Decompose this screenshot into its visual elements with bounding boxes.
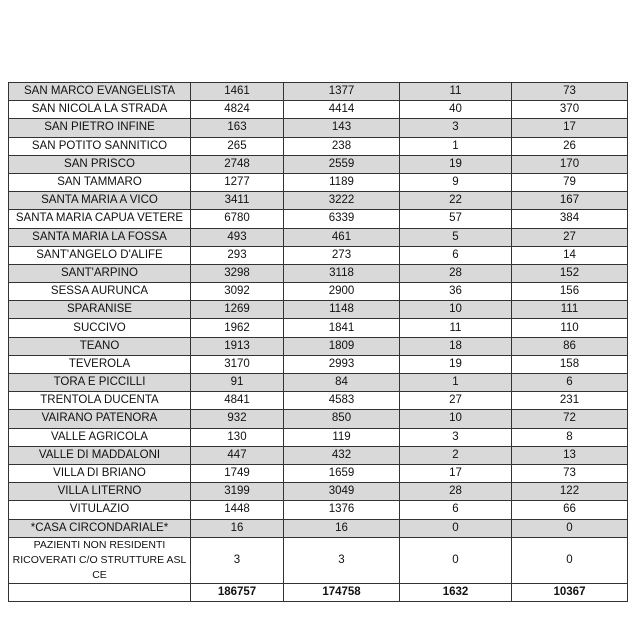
- table-row: [9, 519, 628, 537]
- value-cell-2: 3222: [284, 192, 400, 210]
- value-cell-1: 1269: [191, 301, 284, 319]
- value-cell-3: 11: [400, 319, 512, 337]
- municipality-cell: VILLA DI BRIANO: [9, 464, 191, 482]
- value-cell-3: 2: [400, 446, 512, 464]
- value-cell-3: 1: [400, 374, 512, 392]
- value-cell-3: 57: [400, 210, 512, 228]
- municipality-cell: SAN PRISCO: [9, 155, 191, 173]
- value-cell-2: 3118: [284, 264, 400, 282]
- table-row: [9, 228, 628, 246]
- value-cell-2: 84: [284, 374, 400, 392]
- value-cell-4: 13: [512, 446, 628, 464]
- value-cell-4: 170: [512, 155, 628, 173]
- municipality-cell: SUCCIVO: [9, 319, 191, 337]
- value-cell-2: 461: [284, 228, 400, 246]
- table-row: [9, 119, 628, 137]
- value-cell-3: 11: [400, 83, 512, 101]
- value-cell-3: 1: [400, 137, 512, 155]
- value-cell-4: 27: [512, 228, 628, 246]
- value-cell-3: 3: [400, 428, 512, 446]
- value-cell-1: 1913: [191, 337, 284, 355]
- value-cell-4: 14: [512, 246, 628, 264]
- municipality-cell: SANT'ANGELO D'ALIFE: [9, 246, 191, 264]
- value-cell-2: 2559: [284, 155, 400, 173]
- value-cell-4: 152: [512, 264, 628, 282]
- table-row: [9, 319, 628, 337]
- value-cell-1: 4824: [191, 101, 284, 119]
- value-cell-1: 3170: [191, 355, 284, 373]
- municipality-cell: VALLE AGRICOLA: [9, 428, 191, 446]
- value-cell-4: 66: [512, 501, 628, 519]
- municipality-cell: SPARANISE: [9, 301, 191, 319]
- table-row: [9, 173, 628, 191]
- table-row: [9, 428, 628, 446]
- municipality-cell: SESSA AURUNCA: [9, 283, 191, 301]
- value-cell-3: 3: [400, 119, 512, 137]
- table-row: [9, 392, 628, 410]
- municipality-cell: VAIRANO PATENORA: [9, 410, 191, 428]
- value-cell-4: 384: [512, 210, 628, 228]
- value-cell-1: 3411: [191, 192, 284, 210]
- value-cell-4: 17: [512, 119, 628, 137]
- value-cell-3: 28: [400, 483, 512, 501]
- value-cell-2: 16: [284, 519, 400, 537]
- table-row: [9, 537, 628, 583]
- value-cell-1: 1461: [191, 83, 284, 101]
- value-cell-3: 40: [400, 101, 512, 119]
- municipality-cell: SAN MARCO EVANGELISTA: [9, 83, 191, 101]
- table-row: [9, 246, 628, 264]
- municipality-cell: VILLA LITERNO: [9, 483, 191, 501]
- value-cell-4: 158: [512, 355, 628, 373]
- table-row: [9, 483, 628, 501]
- value-cell-2: 3049: [284, 483, 400, 501]
- municipality-cell: VITULAZIO: [9, 501, 191, 519]
- table-row: [9, 337, 628, 355]
- value-cell-2: 1376: [284, 501, 400, 519]
- value-cell-1: 3199: [191, 483, 284, 501]
- table-row: [9, 374, 628, 392]
- value-cell-3: 36: [400, 283, 512, 301]
- value-cell-2: 238: [284, 137, 400, 155]
- municipality-cell: SANTA MARIA A VICO: [9, 192, 191, 210]
- value-cell-2: 273: [284, 246, 400, 264]
- value-cell-1: 1448: [191, 501, 284, 519]
- value-cell-3: 9: [400, 173, 512, 191]
- municipality-cell: SAN PIETRO INFINE: [9, 119, 191, 137]
- value-cell-4: 26: [512, 137, 628, 155]
- municipality-cell: TEANO: [9, 337, 191, 355]
- table-row: [9, 446, 628, 464]
- value-cell-2: 432: [284, 446, 400, 464]
- total-value-cell-3: 1632: [400, 583, 512, 601]
- data-table: [8, 82, 628, 602]
- value-cell-2: 1659: [284, 464, 400, 482]
- value-cell-1: 163: [191, 119, 284, 137]
- value-cell-4: 73: [512, 83, 628, 101]
- table-row: [9, 501, 628, 519]
- value-cell-3: 17: [400, 464, 512, 482]
- value-cell-4: 122: [512, 483, 628, 501]
- total-label-cell: [9, 583, 191, 601]
- value-cell-1: 3: [191, 537, 284, 583]
- value-cell-3: 22: [400, 192, 512, 210]
- municipality-cell: VALLE DI MADDALONI: [9, 446, 191, 464]
- value-cell-1: 1277: [191, 173, 284, 191]
- total-value-cell-1: 186757: [191, 583, 284, 601]
- municipality-cell: SANTA MARIA CAPUA VETERE: [9, 210, 191, 228]
- value-cell-3: 10: [400, 410, 512, 428]
- value-cell-4: 86: [512, 337, 628, 355]
- table-row: [9, 83, 628, 101]
- value-cell-1: 6780: [191, 210, 284, 228]
- value-cell-2: 4414: [284, 101, 400, 119]
- value-cell-2: 2900: [284, 283, 400, 301]
- value-cell-3: 28: [400, 264, 512, 282]
- value-cell-2: 850: [284, 410, 400, 428]
- municipality-cell: SAN NICOLA LA STRADA: [9, 101, 191, 119]
- total-value-cell-4: 10367: [512, 583, 628, 601]
- value-cell-2: 1809: [284, 337, 400, 355]
- value-cell-4: 72: [512, 410, 628, 428]
- value-cell-1: 4841: [191, 392, 284, 410]
- value-cell-3: 19: [400, 155, 512, 173]
- value-cell-4: 0: [512, 537, 628, 583]
- value-cell-4: 167: [512, 192, 628, 210]
- municipality-cell: SANTA MARIA LA FOSSA: [9, 228, 191, 246]
- value-cell-1: 130: [191, 428, 284, 446]
- value-cell-4: 156: [512, 283, 628, 301]
- value-cell-3: 6: [400, 501, 512, 519]
- value-cell-3: 18: [400, 337, 512, 355]
- value-cell-1: 493: [191, 228, 284, 246]
- value-cell-1: 16: [191, 519, 284, 537]
- value-cell-1: 1749: [191, 464, 284, 482]
- value-cell-1: 447: [191, 446, 284, 464]
- table-row: [9, 210, 628, 228]
- table-row: [9, 101, 628, 119]
- municipality-cell: PAZIENTI NON RESIDENTI RICOVERATI C/O STRUTTURE ASL CE: [9, 537, 191, 583]
- value-cell-2: 1148: [284, 301, 400, 319]
- table-row: [9, 192, 628, 210]
- value-cell-2: 4583: [284, 392, 400, 410]
- value-cell-2: 3: [284, 537, 400, 583]
- value-cell-1: 1962: [191, 319, 284, 337]
- municipality-cell: SAN POTITO SANNITICO: [9, 137, 191, 155]
- value-cell-1: 3092: [191, 283, 284, 301]
- table-row: [9, 137, 628, 155]
- table-row: [9, 355, 628, 373]
- value-cell-4: 370: [512, 101, 628, 119]
- value-cell-3: 27: [400, 392, 512, 410]
- table-row: [9, 410, 628, 428]
- value-cell-2: 119: [284, 428, 400, 446]
- value-cell-4: 0: [512, 519, 628, 537]
- total-value-cell-2: 174758: [284, 583, 400, 601]
- value-cell-3: 0: [400, 519, 512, 537]
- municipality-cell: *CASA CIRCONDARIALE*: [9, 519, 191, 537]
- value-cell-1: 932: [191, 410, 284, 428]
- value-cell-2: 1841: [284, 319, 400, 337]
- value-cell-4: 111: [512, 301, 628, 319]
- value-cell-3: 6: [400, 246, 512, 264]
- value-cell-3: 19: [400, 355, 512, 373]
- table-row: [9, 301, 628, 319]
- value-cell-3: 10: [400, 301, 512, 319]
- table-row: [9, 464, 628, 482]
- value-cell-1: 265: [191, 137, 284, 155]
- value-cell-2: 2993: [284, 355, 400, 373]
- municipality-cell: TEVEROLA: [9, 355, 191, 373]
- value-cell-2: 1377: [284, 83, 400, 101]
- value-cell-1: 91: [191, 374, 284, 392]
- value-cell-3: 0: [400, 537, 512, 583]
- value-cell-4: 8: [512, 428, 628, 446]
- value-cell-1: 2748: [191, 155, 284, 173]
- table-row: [9, 264, 628, 282]
- value-cell-4: 73: [512, 464, 628, 482]
- municipality-cell: SANT'ARPINO: [9, 264, 191, 282]
- total-row: [9, 583, 628, 601]
- table-row: [9, 283, 628, 301]
- municipality-cell: TORA E PICCILLI: [9, 374, 191, 392]
- value-cell-4: 231: [512, 392, 628, 410]
- value-cell-2: 6339: [284, 210, 400, 228]
- municipality-cell: SAN TAMMARO: [9, 173, 191, 191]
- value-cell-2: 143: [284, 119, 400, 137]
- value-cell-4: 110: [512, 319, 628, 337]
- municipality-cell: TRENTOLA DUCENTA: [9, 392, 191, 410]
- value-cell-3: 5: [400, 228, 512, 246]
- table-body: [9, 83, 628, 602]
- table-row: [9, 155, 628, 173]
- value-cell-4: 6: [512, 374, 628, 392]
- value-cell-1: 3298: [191, 264, 284, 282]
- value-cell-4: 79: [512, 173, 628, 191]
- value-cell-2: 1189: [284, 173, 400, 191]
- value-cell-1: 293: [191, 246, 284, 264]
